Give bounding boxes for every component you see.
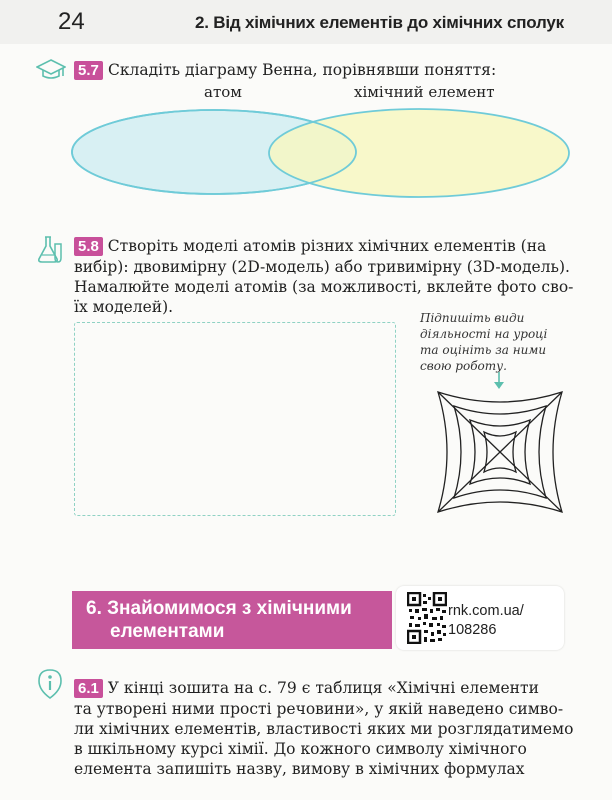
venn-label-left: атом: [204, 83, 242, 101]
task-line: елемента запишіть назву, вимову в хімічних формулах: [74, 760, 525, 778]
section-6-banner: [72, 591, 392, 649]
qr-link-url[interactable]: [448, 602, 524, 640]
venn-diagram: [66, 102, 576, 198]
hint-line: діяльності на уроці: [420, 327, 548, 341]
venn-label-right: хімічний елемент: [354, 83, 495, 101]
chapter-title: 2. Від хімічних елементів до хімічних сполук: [194, 13, 564, 32]
section-title-line: елементами: [110, 621, 225, 642]
task-number-badge: 5.8: [74, 237, 103, 256]
task-number-badge: 5.7: [74, 61, 103, 80]
url-line: 108286: [448, 622, 497, 638]
task-5-7: [74, 60, 496, 80]
qr-code-icon[interactable]: [407, 592, 447, 644]
hint-line: Підпишіть види: [420, 311, 525, 325]
task-line: та утворені ними прості речовини», у якій наведено симво-: [74, 700, 564, 718]
task-text: Складіть діаграму Венна, порівнявши поняття:: [107, 61, 497, 79]
info-icon: [36, 668, 64, 700]
page-number: 24: [58, 8, 85, 35]
url-line: rnk.com.ua/: [448, 603, 524, 619]
flask-icon: [36, 234, 64, 264]
task-line: Створіть моделі атомів різних хімічних елементів (на: [107, 237, 547, 255]
section-title-line: 6. Знайомимося з хімічними: [86, 598, 352, 619]
task-line: У кінці зошита на с. 79 є таблиця «Хімічні елементи: [107, 679, 539, 697]
hint-line: свою роботу.: [420, 359, 507, 373]
hint-line: та оцініть за ними: [420, 343, 547, 357]
task-line: їх моделей).: [74, 298, 174, 316]
graduation-cap-icon: [36, 57, 66, 81]
cushion-square-icon[interactable]: [434, 388, 566, 516]
model-drawing-area[interactable]: [74, 322, 396, 516]
task-6-1: [74, 678, 574, 779]
self-assessment-hint: [420, 310, 580, 374]
task-line: в шкільному курсі хімії. До кожного символу хімічного: [74, 740, 527, 758]
task-5-8: [74, 236, 574, 317]
task-line: вибір): двовимірну (2D-модель) або тривимірну (3D-модель).: [74, 258, 570, 276]
task-line: Намалюйте моделі атомів (за можливості, вклейте фото сво-: [74, 278, 574, 296]
task-line: ли хімічних елементів, властивості яких ми розглядатимемо: [74, 720, 574, 738]
task-number-badge: 6.1: [74, 679, 103, 698]
